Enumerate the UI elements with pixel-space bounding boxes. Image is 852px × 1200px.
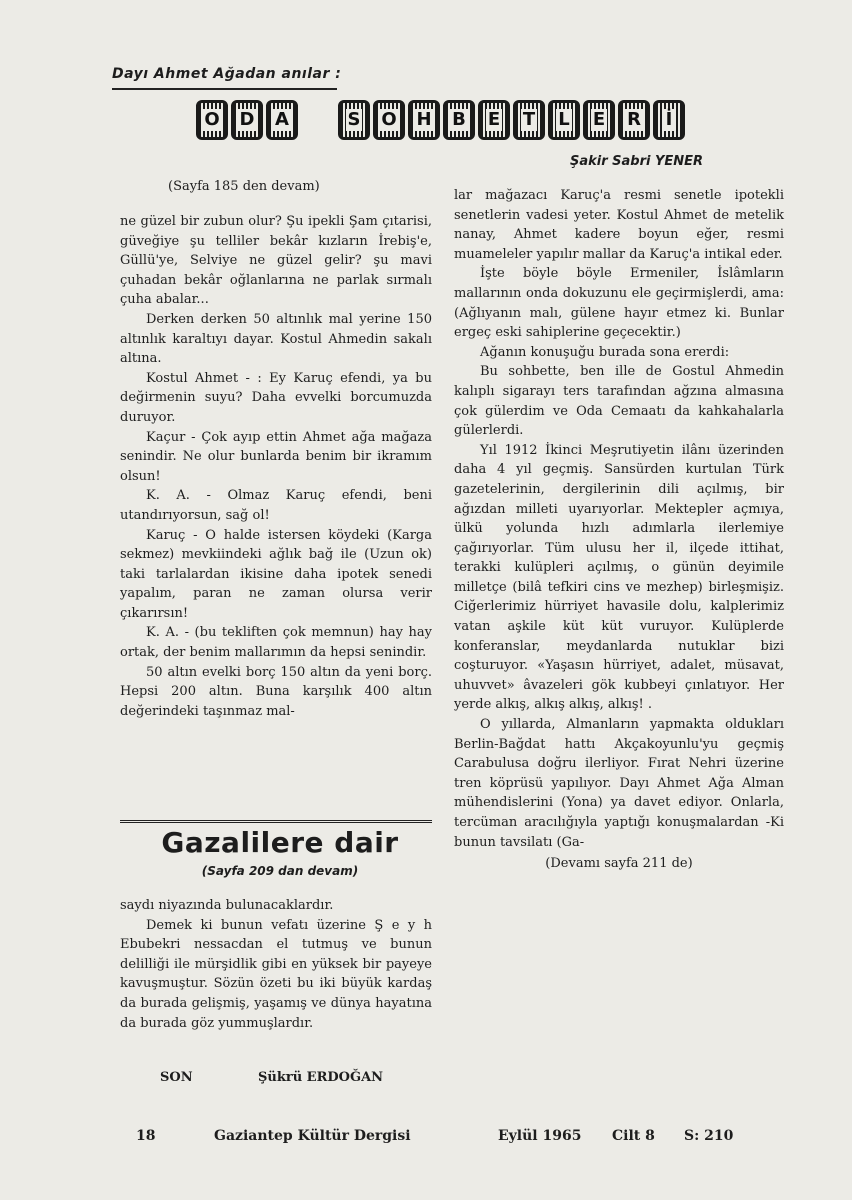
page-number: 18 [136, 1128, 156, 1144]
end-mark: SON [160, 1070, 193, 1085]
paragraph: Kostul Ahmet - : Ey Karuç efendi, ya bu değirmenin suyu? Daha evvelki borcumuzda duruyor. [120, 370, 432, 425]
masthead-letter-glyph: B [452, 109, 466, 130]
paragraph: Ağanın konuşuğu burada sona ererdi: [480, 344, 730, 360]
kicker-rule [112, 88, 337, 90]
masthead-letter-glyph: E [592, 109, 606, 130]
masthead-letter [408, 100, 440, 140]
paragraph: İşte böyle böyle Ermeniler, İslâmların mallarının onda dokuzunu ele geçirmişlerdi, ama: (Ağlıyanın malı, gülene hayır etmez ki. Bunlar ergeç eski sahiplerine geçecektir.) [454, 266, 784, 341]
masthead-word-oda [196, 100, 301, 150]
paragraph: saydı niyazında bulunacaklardır. [120, 898, 334, 913]
paragraph: lar mağazacı Karuç'a resmi senetle ipotekli senetlerin vadesi yeter. Kostul Ahmet de metelik nanay, Ahmet kadere boyun eğer, resmi muameleler yapılır mallar da Karuç'a intikal eder. [454, 188, 784, 262]
masthead-letter-glyph: T [522, 109, 536, 130]
masthead-letter-glyph: O [204, 109, 220, 130]
masthead-letter [548, 100, 580, 140]
section-title: Gazalilere dair [161, 826, 399, 859]
paragraph: K. A. - Olmaz Karuç efendi, beni utandırıyorsun, sağ ol! [120, 488, 432, 523]
volume-number: Cilt 8 [612, 1128, 655, 1144]
masthead-letter-glyph: R [627, 109, 641, 130]
masthead-letter-glyph: S [347, 109, 361, 130]
issue-number: S: 210 [684, 1128, 734, 1144]
masthead-letter [196, 100, 228, 140]
paragraph: Derken derken 50 altınlık mal yerine 150 altınlık karaltıyı dayar. Kostul Ahmedin sakalı altına. [120, 311, 432, 367]
masthead-letter [231, 100, 263, 140]
masthead-letter [443, 100, 475, 140]
masthead-letter [338, 100, 370, 140]
masthead-letter [266, 100, 298, 140]
paragraph: K. A. - (bu tekliften çok memnun) hay hay ortak, der benim mallarımın da hepsi senindir. [120, 625, 432, 661]
masthead-letter-glyph: A [275, 109, 289, 130]
paragraph: Bu sohbette, ben ille de Gostul Ahmedin kalıplı sigarayı ters tarafından ağzına almasına çok gülerdim ve Oda Cemaatı da kahkahalarla gülerlerdi. [454, 364, 784, 439]
paragraph: ne güzel bir zubun olur? Şu ipekli Şam çıtarisi, güveğiye şu telliler bekâr kızların İrebiş'e, Güllü'ye, Selviye ne güzel gelir? şu mavi çuhadan bekâr oğlanlarına ne parlak sırmalı çuha abalar... [120, 214, 432, 308]
continued-from-note: (Sayfa 185 den devam) [168, 179, 320, 194]
masthead-letter [373, 100, 405, 140]
paragraph: 50 altın evelki borç 150 altın da yeni borç. Hepsi 200 altın. Buna karşılık 400 altın değerindeki taşınmaz mal- [120, 664, 432, 719]
paragraph: Yıl 1912 İkinci Meşrutiyetin ilânı üzerinden daha 4 yıl geçmiş. Sansürden kurtulan Türk gazetelerinin, dergilerinin dili açılmış, bir ağızdan milleti uyarıyorlar. Mektepler açmıya, ülkü yolunda hızlı adımlarla ilerlemiye çağırıyorlar. Tüm ulusu her il, ilçede ittihat, terakki kulüpleri açılmış, o günün deyimile milletçe (bilâ tefkiri cins ve mezhep) birleşmişiz. Ciğerlerimiz hürriyet havasile dolu, kalplerimiz vatan aşkile küt küt vuruyor. Kulüplerde konferanslar, meydanlarda nutuklar bizi coşturuyor. «Yaşasın hürriyet, adalet, müsavat, uhuvvet» âvazeleri gök kubbeyi çınlatıyor. Her yerde alkış, alkış alkış, alkış! . [454, 442, 784, 713]
masthead-letter-glyph: İ [665, 109, 673, 130]
masthead-letter-glyph: O [381, 109, 397, 130]
paragraph: Kaçur - Çok ayıp ettin Ahmet ağa mağaza senindir. Ne olur bunlarda benim bir ikramım olsun! [120, 429, 432, 484]
masthead-letter [653, 100, 685, 140]
masthead-letter-glyph: D [239, 109, 255, 130]
continued-note: (Devamı sayfa 211 de) [545, 856, 693, 872]
continued-from-note: (Sayfa 209 dan devam) [201, 864, 359, 878]
masthead-letter [478, 100, 510, 140]
paragraph: Demek ki bunun vefatı üzerine Ş e y h Ebubekri nessacdan el tutmuş ve bunun delilliği ile mürşidlik gibi en yüksek bir payeye kavuşmuştur. Sözün özeti bu iki büyük kardaş da burada gelişmiş, yaşamış ve dünya hayatına da burada göz yummuşlardır. [120, 917, 432, 1031]
masthead-letter-glyph: L [558, 109, 570, 130]
masthead-title [196, 100, 696, 150]
masthead-letter [513, 100, 545, 140]
article-author: Şakir Sabri YENER [570, 154, 704, 169]
left-column-text [120, 212, 432, 721]
masthead-letter [618, 100, 650, 140]
issue-date: Eylül 1965 [498, 1128, 582, 1144]
paragraph: Karuç - O halde istersen köydeki (Karga sekmez) mevkiindeki ağlık bağ ile (Uzun ok) taki tarlalardan ikisine daha ipotek senedi yapalım, paran ne zaman olursa verir çıkarırsın! [120, 527, 432, 621]
masthead-letter-glyph: H [416, 109, 432, 130]
masthead-letter-glyph: E [487, 109, 501, 130]
masthead-word-sohbetleri [338, 100, 688, 150]
gazalilere-text [120, 896, 432, 1033]
masthead-letter [583, 100, 615, 140]
right-column-text [454, 186, 784, 874]
section-author: Şükrü ERDOĞAN [258, 1070, 384, 1085]
series-kicker: Dayı Ahmet Ağadan anılar : [112, 66, 342, 82]
magazine-name: Gaziantep Kültür Dergisi [214, 1128, 411, 1144]
paragraph: O yıllarda, Almanların yapmakta oldukları Berlin-Bağdat hattı Akçakoyunlu'yu geçmiş Carabulusa doğru ilerliyor. Fırat Nehri üzerine tren köprüsü yapılıyor. Dayı Ahmet Ağa Alman mühendislerini (Yona) ya davet ediyor. Onlarla, tercüman aracılığıyla yaptığı konuşmalardan -Ki bunun tavsilatı (Ga- [454, 717, 784, 850]
